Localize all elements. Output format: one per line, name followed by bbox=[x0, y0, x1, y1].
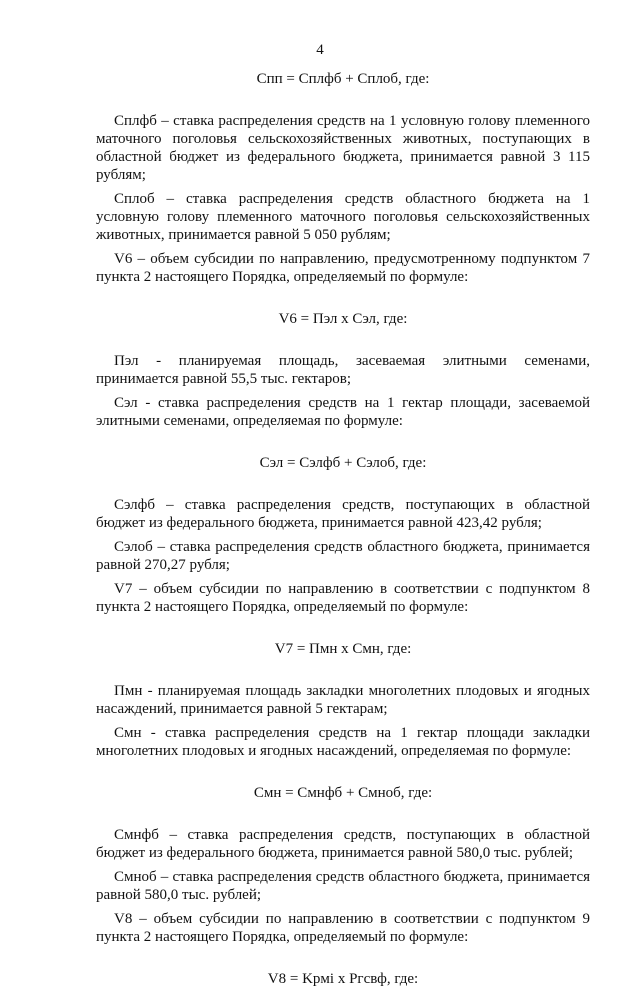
formula-cpp: Cпп = Cплфб + Cплоб, где: bbox=[256, 71, 430, 87]
document-body bbox=[96, 64, 590, 988]
formula-v8: V8 = Kpмi x Pгсвф, где: bbox=[267, 971, 419, 987]
formula-v7: V7 = Пмн x Cмн, где: bbox=[274, 641, 412, 657]
paragraph-pmn: Пмн - планируемая площадь закладки многолетних плодовых и ягодных насаждений, принимается равной 5 гектарам; bbox=[96, 683, 590, 717]
paragraph-cplfb: Cплфб – ставка распределения средств на 1 условную голову племенного маточного поголовья сельскохозяйственных животных, поступающих в областной бюджет из федерального бюджета, принимается равной 3 115 рублям; bbox=[96, 113, 590, 183]
paragraph-cmnfb: Cмнфб – ставка распределения средств, поступающих в областной бюджет из федерального бюджета, принимается равной 580,0 тыс. рублей; bbox=[96, 827, 590, 861]
paragraph-celfb: Cэлфб – ставка распределения средств, поступающих в областной бюджет из федерального бюджета, принимается равной 423,42 рубля; bbox=[96, 497, 590, 531]
paragraph-v7-intro: V7 – объем субсидии по направлению в соответствии с подпунктом 8 пункта 2 настоящего Порядка, определяемый по формуле: bbox=[96, 581, 590, 615]
paragraph-pel: Пэл - планируемая площадь, засеваемая элитными семенами, принимается равной 55,5 тыс. гектаров; bbox=[96, 353, 590, 387]
formula-cmn: Cмн = Cмнфб + Cмноб, где: bbox=[253, 785, 433, 801]
paragraph-cplob: Cплоб – ставка распределения средств областного бюджета на 1 условную голову племенного маточного поголовья сельскохозяйственных животных, принимается равной 5 050 рублям; bbox=[96, 191, 590, 243]
paragraph-v6-intro: V6 – объем субсидии по направлению, предусмотренному подпунктом 7 пункта 2 настоящего Порядка, определяемый по формуле: bbox=[96, 251, 590, 285]
page-number: 4 bbox=[316, 42, 324, 58]
paragraph-celob: Cэлоб – ставка распределения средств областного бюджета, принимается равной 270,27 рубля; bbox=[96, 539, 590, 573]
paragraph-cmnob: Cмноб – ставка распределения средств областного бюджета, принимается равной 580,0 тыс. рублей; bbox=[96, 869, 590, 903]
paragraph-cel: Cэл - ставка распределения средств на 1 гектар площади, засеваемой элитными семенами, определяемая по формуле: bbox=[96, 395, 590, 429]
paragraph-cmn: Cмн - ставка распределения средств на 1 гектар площади закладки многолетних плодовых и ягодных насаждений, определяемая по формуле: bbox=[96, 725, 590, 759]
formula-v6: V6 = Пэл x Cэл, где: bbox=[278, 311, 408, 327]
paragraph-v8-intro: V8 – объем субсидии по направлению в соответствии с подпунктом 9 пункта 2 настоящего Порядка, определяемый по формуле: bbox=[96, 911, 590, 945]
formula-cel: Cэл = Cэлфб + Cэлоб, где: bbox=[259, 455, 427, 471]
